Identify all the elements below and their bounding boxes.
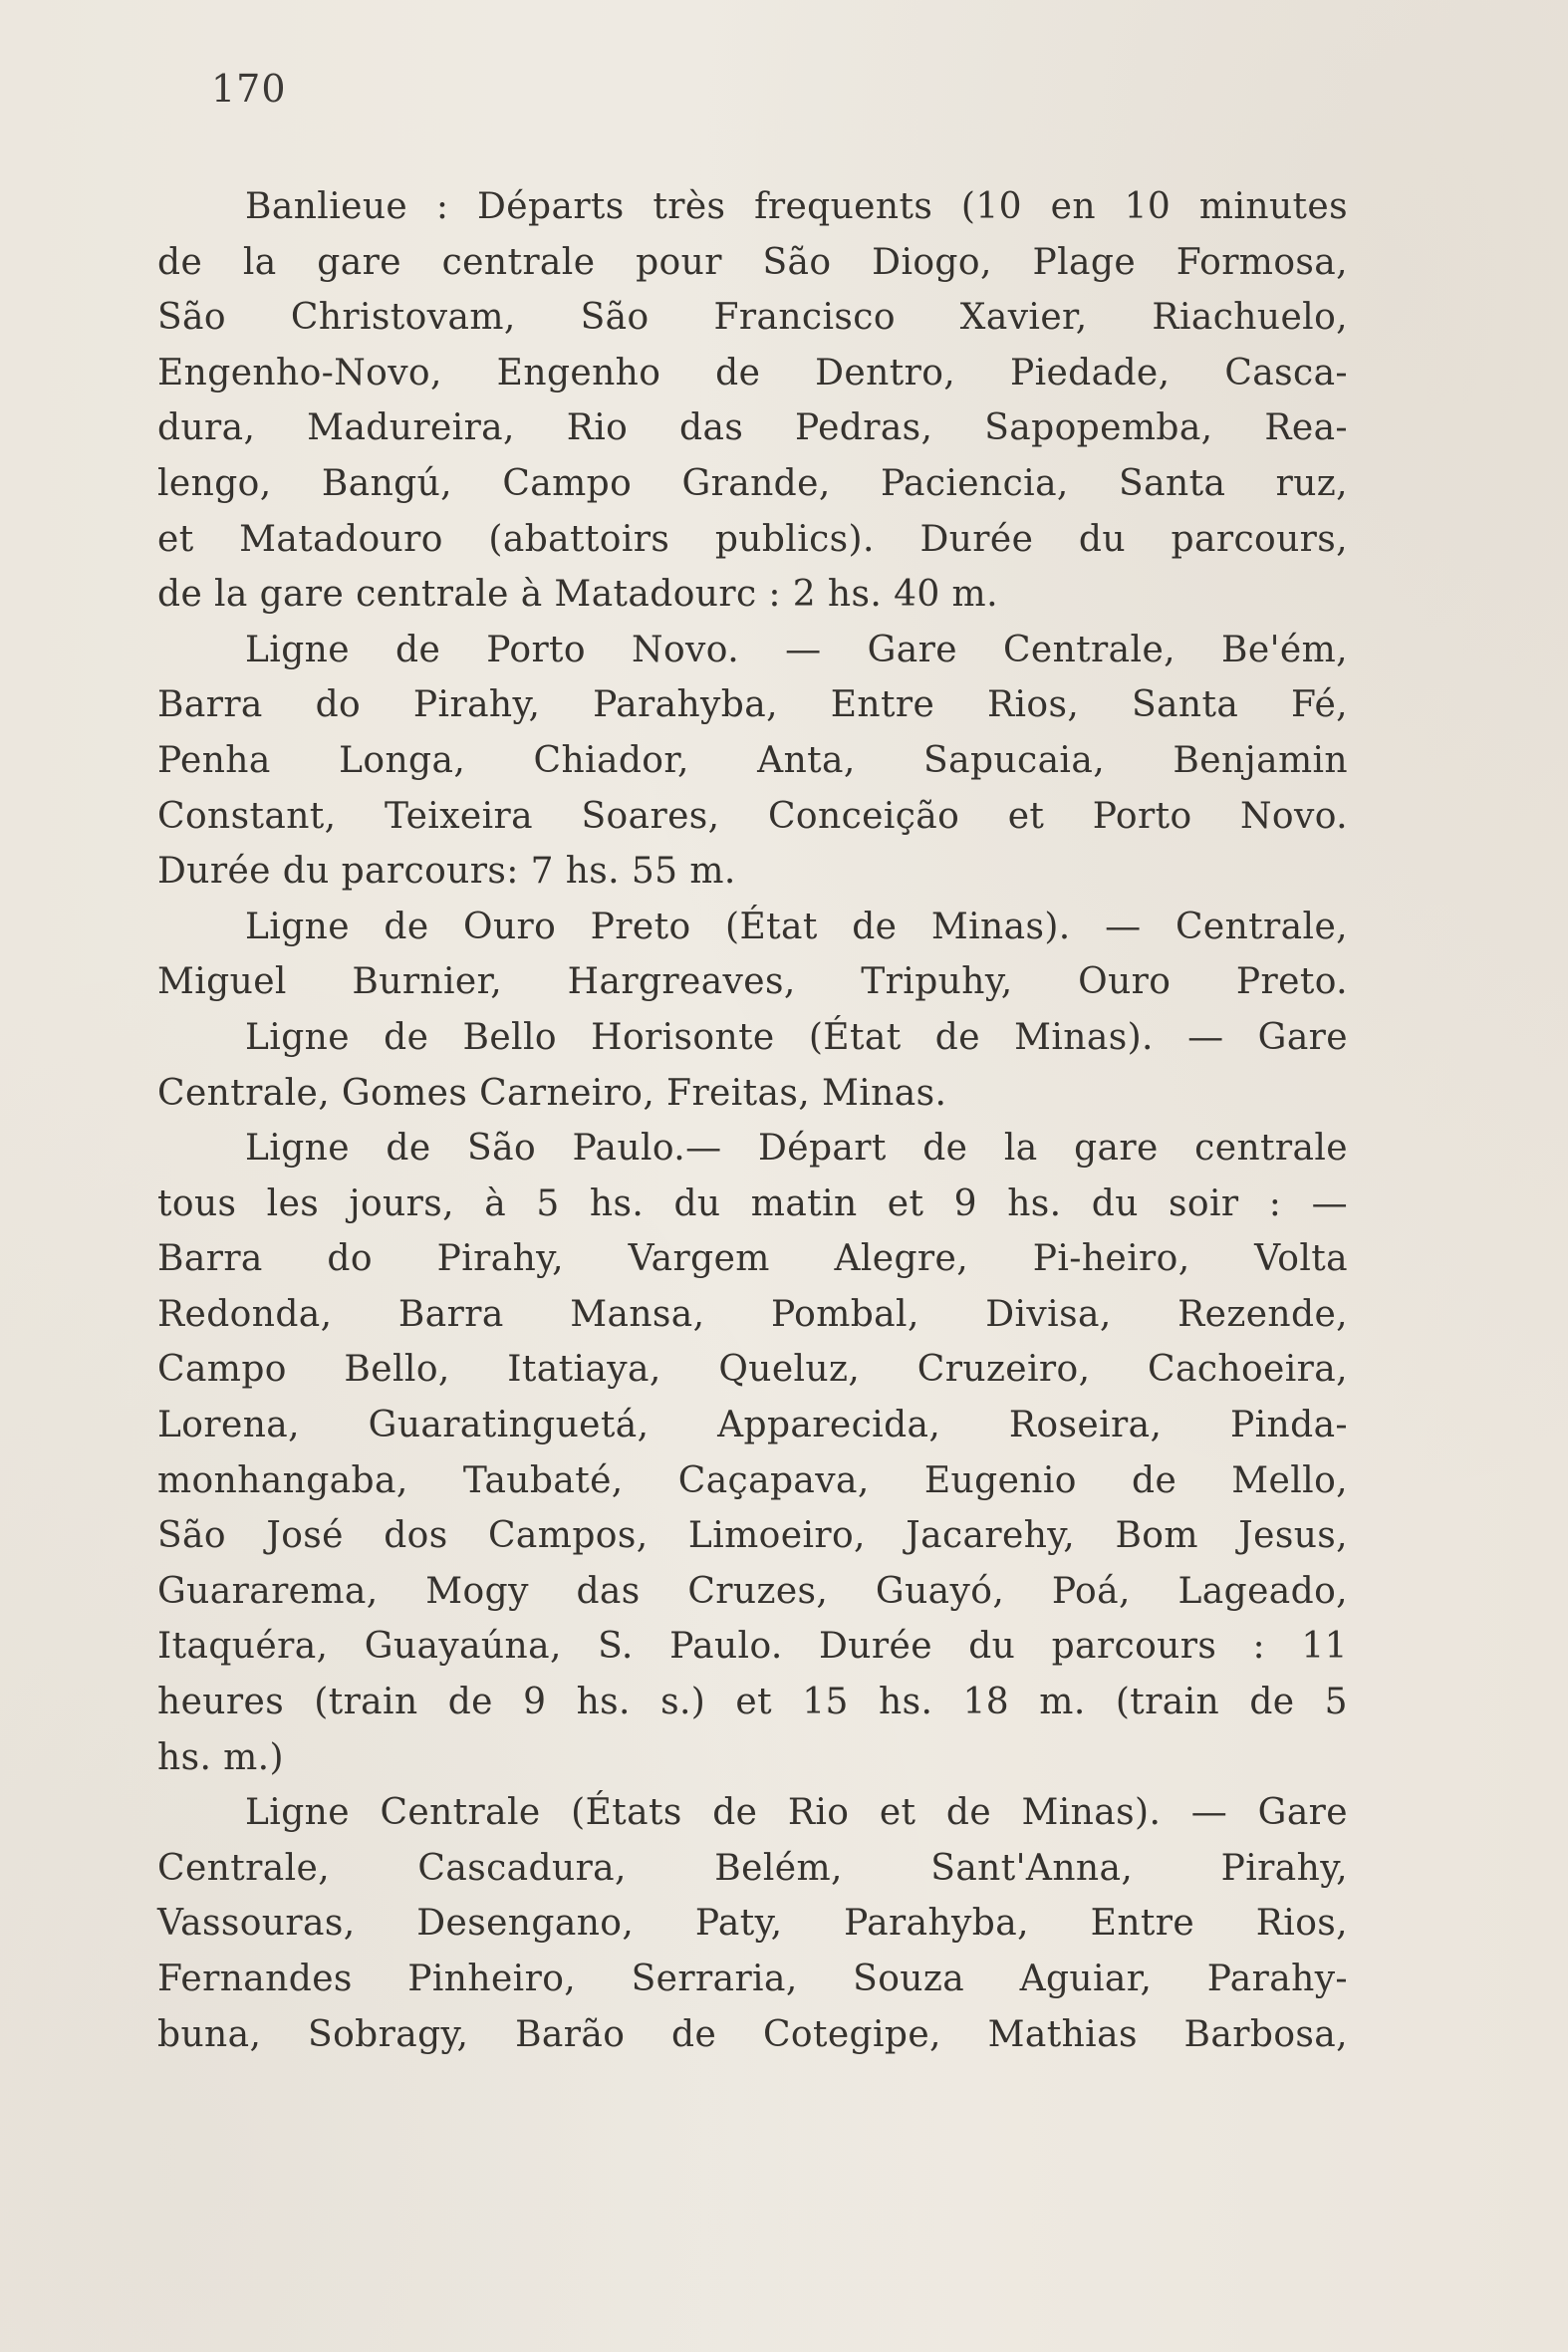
text-line: Penha Longa, Chiador, Anta, Sapucaia, Benjamin xyxy=(157,739,1348,781)
text-line: Guararema, Mogy das Cruzes, Guayó, Poá, Lageado, xyxy=(157,1570,1348,1612)
text-line: Ligne de Bello Horisonte (État de Minas). — Gare xyxy=(245,1016,1348,1058)
page-number: 170 xyxy=(211,67,287,111)
text-line: Centrale, Cascadura, Belém, Sant'Anna, Pirahy, xyxy=(157,1847,1348,1889)
text-line: Barra do Pirahy, Parahyba, Entre Rios, Santa Fé, xyxy=(157,684,1348,726)
text-line: Fernandes Pinheiro, Serraria, Souza Aguiar, Parahy- xyxy=(157,1959,1348,1999)
text-line: Durée du parcours: 7 hs. 55 m. xyxy=(157,851,736,893)
text-line: lengo, Bangú, Campo Grande, Paciencia, Santa ruz, xyxy=(157,462,1348,504)
text-line: Barra do Pirahy, Vargem Alegre, Pi-heiro, Volta xyxy=(157,1238,1348,1280)
text-line: dura, Madureira, Rio das Pedras, Sapopemba, Rea- xyxy=(157,407,1348,449)
text-line: monhangaba, Taubaté, Caçapava, Eugenio de Mello, xyxy=(157,1459,1348,1501)
text-line: Vassouras, Desengano, Paty, Parahyba, Entre Rios, xyxy=(157,1903,1348,1945)
text-line: Ligne de Porto Novo. — Gare Centrale, Be'ém, xyxy=(245,629,1348,670)
text-line: buna, Sobragy, Barão de Cotegipe, Mathias Barbosa, xyxy=(157,2013,1348,2055)
text-line: Banlieue : Départs très frequents (10 en 10 minutes xyxy=(245,186,1348,227)
text-line: Campo Bello, Itatiaya, Queluz, Cruzeiro, Cachoeira, xyxy=(157,1349,1348,1391)
text-line: São José dos Campos, Limoeiro, Jacarehy, Bom Jesus, xyxy=(157,1515,1348,1557)
text-line: Ligne de Ouro Preto (État de Minas). — Centrale, xyxy=(245,906,1348,947)
text-line: São Christovam, São Francisco Xavier, Riachuelo, xyxy=(157,297,1348,339)
text-line: Miguel Burnier, Hargreaves, Tripuhy, Ouro Preto. xyxy=(157,961,1348,1003)
text-body xyxy=(157,179,1348,2062)
text-line: et Matadouro (abattoirs publics). Durée du parcours, xyxy=(157,518,1348,560)
text-line: de la gare centrale à Matadourc : 2 hs. 40 m. xyxy=(157,574,998,616)
text-line: de la gare centrale pour São Diogo, Plage Formosa, xyxy=(157,241,1348,283)
text-line: Lorena, Guaratinguetá, Apparecida, Roseira, Pinda- xyxy=(157,1405,1348,1446)
text-line: Ligne de São Paulo.— Départ de la gare centrale xyxy=(245,1128,1348,1170)
text-line: Engenho-Novo, Engenho de Dentro, Piedade, Casca- xyxy=(157,352,1348,393)
text-line: Constant, Teixeira Soares, Conceição et Porto Novo. xyxy=(157,795,1348,837)
text-line: tous les jours, à 5 hs. du matin et 9 hs. du soir : — xyxy=(157,1182,1348,1224)
text-line: heures (train de 9 hs. s.) et 15 hs. 18 m. (train de 5 xyxy=(157,1682,1348,1723)
text-line: hs. m.) xyxy=(157,1736,284,1778)
text-line: Itaquéra, Guayaúna, S. Paulo. Durée du parcours : 11 xyxy=(157,1626,1348,1668)
text-line: Redonda, Barra Mansa, Pombal, Divisa, Rezende, xyxy=(157,1293,1348,1335)
text-line: Ligne Centrale (États de Rio et de Minas). — Gare xyxy=(245,1792,1348,1834)
text-line: Centrale, Gomes Carneiro, Freitas, Minas. xyxy=(157,1072,947,1114)
